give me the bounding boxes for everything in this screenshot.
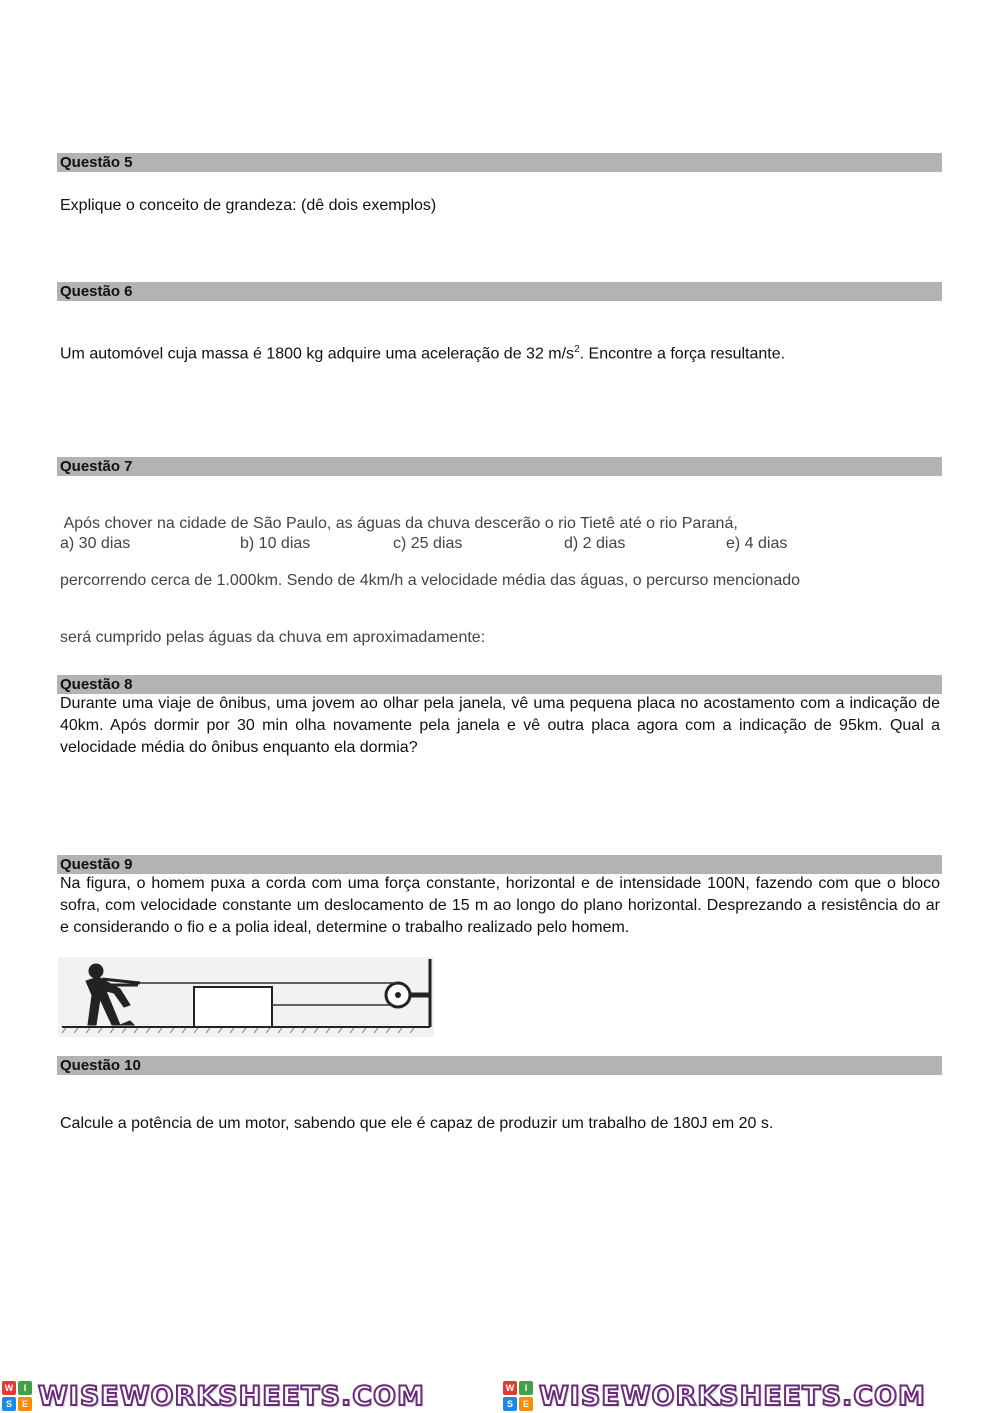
question-7-option-d: d) 2 dias (564, 535, 626, 552)
block (194, 987, 272, 1027)
question-7-line: Após chover na cidade de São Paulo, as águas da chuva descerão o rio Tietê até o rio Paraná, (60, 515, 738, 532)
question-8-header: Questão 8 (57, 675, 942, 694)
logo-tile: S (503, 1397, 517, 1411)
question-7-line: será cumprido pelas águas da chuva em aproximadamente: (60, 629, 486, 646)
pulley-axle (395, 992, 401, 998)
brand-text: WISEWORKSHEETS.COM (539, 1380, 926, 1412)
question-9-header: Questão 9 (57, 855, 942, 874)
logo-tile: W (2, 1381, 16, 1395)
logo-tile: E (18, 1397, 32, 1411)
question-9-text: Na figura, o homem puxa a corda com uma força constante, horizontal e de intensidade 100N, fazendo com que o bloco sofra, com velocidade constante um deslocamento de 15 m ao longo do plano horizontal. Desprezando a resistência do ar e considerando o fio e a polia ideal, determine o trabalho realizado pelo homem. (60, 875, 940, 936)
logo-tile: S (2, 1397, 16, 1411)
question-6-text-main: Um automóvel cuja massa é 1800 kg adquire uma aceleração de 32 m/s (60, 345, 575, 363)
question-10-text: Calcule a potência de um motor, sabendo que ele é capaz de produzir um trabalho de 180J em 20 s. (60, 1115, 774, 1132)
brand-logo-icon (503, 1381, 533, 1411)
question-6-text-end: . Encontre a força resultante. (579, 345, 786, 363)
brand-watermark-right (503, 1380, 926, 1412)
footer-branding (0, 1378, 1000, 1412)
pulley-figure (58, 957, 434, 1037)
question-7-option-e: e) 4 dias (726, 535, 788, 552)
question-5-text: Explique o conceito de grandeza: (dê dois exemplos) (60, 197, 437, 214)
question-6-text (60, 339, 785, 365)
logo-tile: W (503, 1381, 517, 1395)
question-7-option-b: b) 10 dias (240, 535, 311, 552)
question-7-option-c: c) 25 dias (393, 535, 463, 552)
brand-watermark-left (2, 1380, 425, 1412)
brand-logo-icon (2, 1381, 32, 1411)
brand-text: WISEWORKSHEETS.COM (38, 1380, 425, 1412)
question-5-header: Questão 5 (57, 153, 942, 172)
logo-tile: I (18, 1381, 32, 1395)
logo-tile: I (519, 1381, 533, 1395)
question-10-header: Questão 10 (57, 1056, 942, 1075)
question-6-header: Questão 6 (57, 282, 942, 301)
logo-tile: E (519, 1397, 533, 1411)
question-7-line: percorrendo cerca de 1.000km. Sendo de 4km/h a velocidade média das águas, o percurso mencionado (60, 572, 801, 589)
question-8-text: Durante uma viaje de ônibus, uma jovem ao olhar pela janela, vê uma pequena placa no acostamento com a indicação de 40km. Após dormir por 30 min olha novamente pela janela e vê outra placa agora com a indicação de 95km. Qual a velocidade média do ônibus enquanto ela dormia? (60, 695, 940, 756)
question-7-header: Questão 7 (57, 457, 942, 476)
question-6-superscript: 2 (574, 344, 580, 355)
question-7-option-a: a) 30 dias (60, 535, 131, 552)
question-7-text (60, 476, 800, 666)
